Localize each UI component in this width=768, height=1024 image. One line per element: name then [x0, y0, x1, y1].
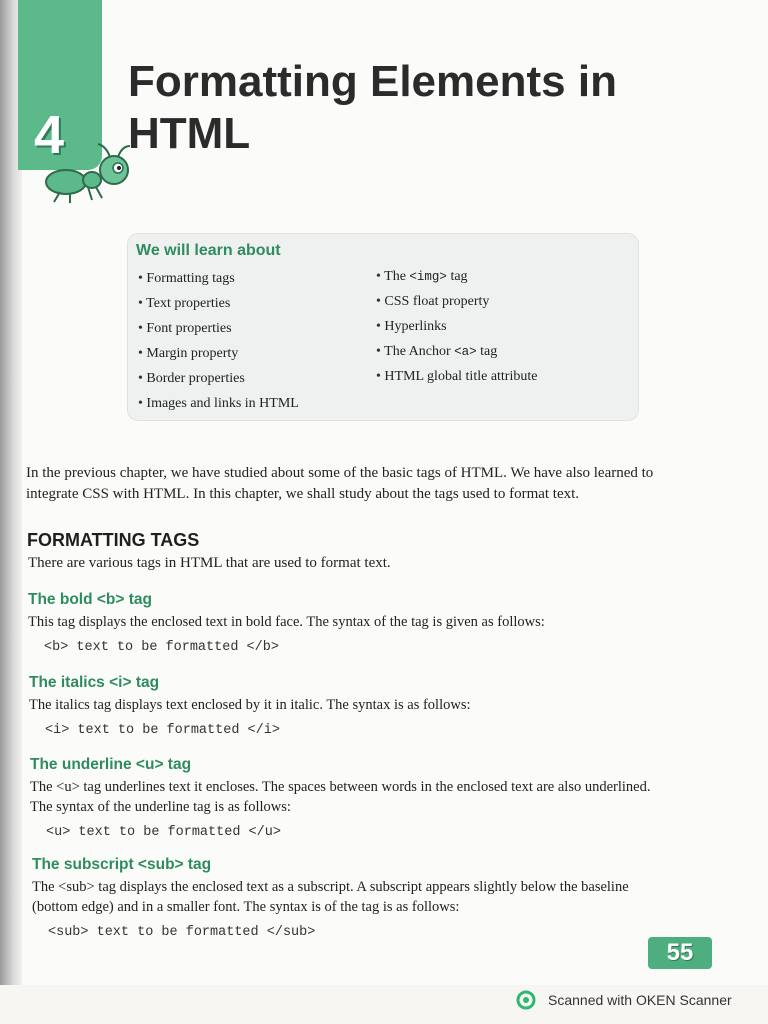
subsection-description: The <u> tag underlines text it encloses. The spaces between words in the enclosed text are also underlined. The syntax of the underline tag is as follows:	[30, 779, 651, 815]
list-item: • The Anchor <a> tag	[376, 341, 537, 366]
subsection-title: The bold <b> tag	[28, 591, 153, 608]
chapter-number: 4	[34, 105, 65, 165]
scanner-text: Scanned with OKEN Scanner	[548, 992, 732, 1008]
subsection-description: The italics tag displays text enclosed by it in italic. The syntax is as follows:	[29, 697, 471, 713]
list-item: • HTML global title attribute	[376, 366, 537, 391]
subsection-bold	[28, 590, 668, 655]
learn-about-heading: We will learn about	[136, 242, 281, 259]
list-item: • Border properties	[138, 368, 299, 393]
subsection-description: This tag displays the enclosed text in bold face. The syntax of the tag is given as follows:	[28, 614, 545, 630]
list-item: • Images and links in HTML	[138, 393, 299, 418]
list-item: • Formatting tags	[138, 268, 299, 293]
list-item: • Margin property	[138, 343, 299, 368]
subsection-title: The italics <i> tag	[29, 674, 160, 691]
list-item: • CSS float property	[376, 291, 537, 316]
syntax-example: <u> text to be formatted </u>	[46, 825, 281, 840]
scanner-watermark	[516, 990, 732, 1010]
syntax-example: <i> text to be formatted </i>	[45, 723, 280, 738]
list-item: • Text properties	[138, 293, 299, 318]
ant-mascot-icon	[40, 140, 136, 204]
syntax-example: <sub> text to be formatted </sub>	[48, 925, 316, 940]
section-title: FORMATTING TAGS	[27, 530, 200, 550]
list-item: • Font properties	[138, 318, 299, 343]
subsection-title: The underline <u> tag	[30, 756, 192, 773]
learn-list-left	[138, 268, 299, 418]
chapter-title: Formatting Elements in HTML	[128, 57, 617, 158]
learn-list-right	[376, 266, 537, 391]
intro-paragraph: In the previous chapter, we have studied about some of the basic tags of HTML. We have also learned to integrate CSS with HTML. In this chapter, we shall study about the tags used to format text.	[26, 465, 654, 502]
page-number: 55	[648, 937, 712, 969]
subsection-subscript	[32, 855, 672, 940]
learn-about-box	[128, 234, 638, 420]
subsection-italics	[29, 673, 669, 738]
syntax-example: <b> text to be formatted </b>	[44, 640, 279, 655]
oken-scanner-logo-icon	[516, 990, 538, 1010]
list-item: • Hyperlinks	[376, 316, 537, 341]
list-item: • The <img> tag	[376, 266, 537, 291]
subsection-title: The subscript <sub> tag	[32, 856, 212, 873]
subsection-description: The <sub> tag displays the enclosed text as a subscript. A subscript appears slightly below the baseline (bottom edge) and in a smaller font. The syntax is of the tag is as follows:	[32, 879, 629, 915]
section-description: There are various tags in HTML that are used to format text.	[28, 555, 391, 571]
subsection-underline	[30, 755, 670, 840]
